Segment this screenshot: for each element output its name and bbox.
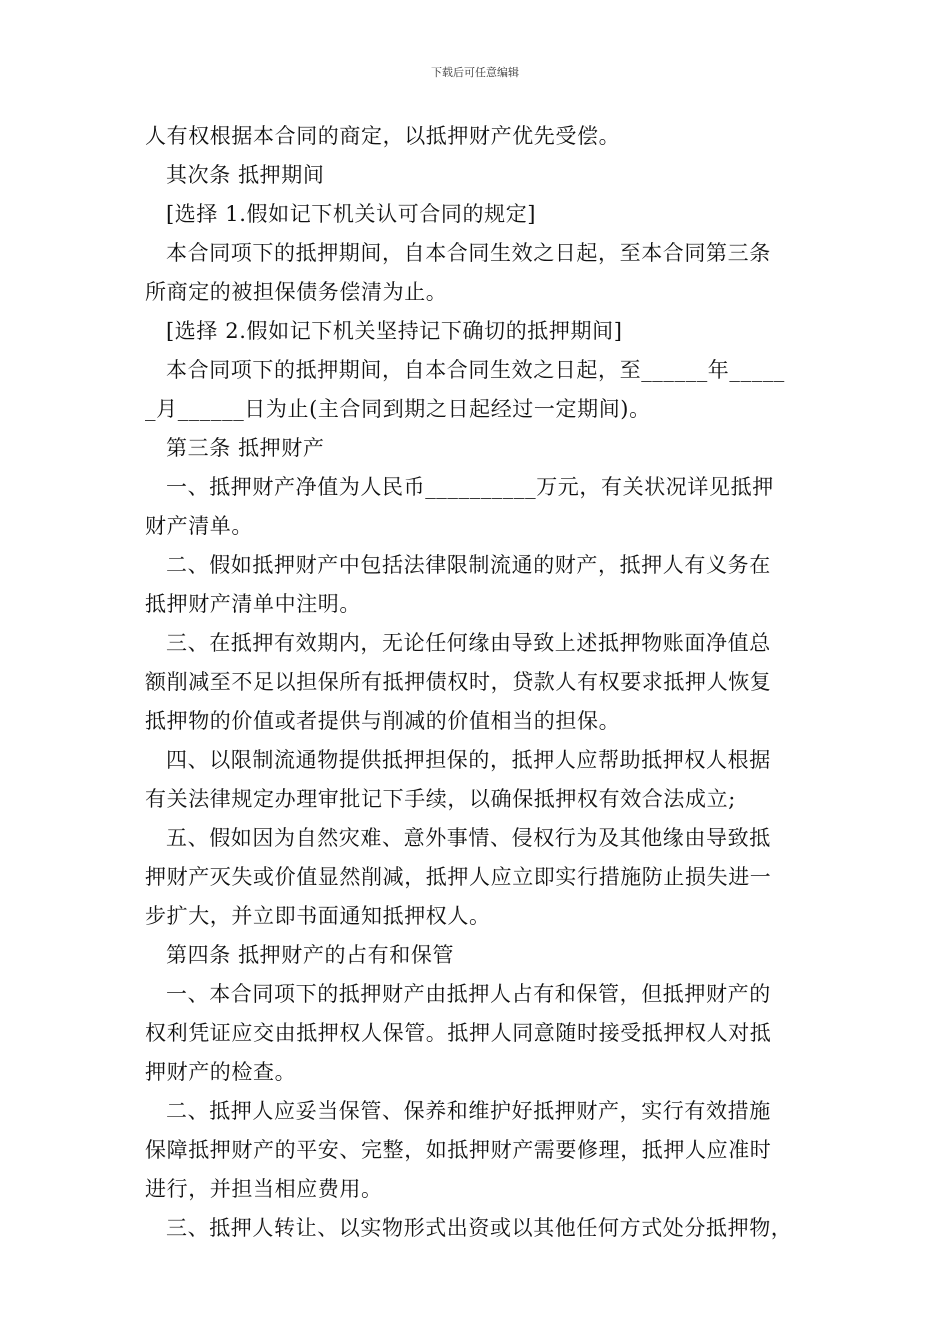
text-line: 抵押财产清单中注明。 — [145, 592, 361, 616]
text-line: 有关法律规定办理审批记下手续，以确保抵押权有效合法成立; — [145, 787, 736, 811]
document-body — [145, 117, 817, 1248]
text-line: 第四条 抵押财产的占有和保管 — [166, 943, 455, 967]
text-line: [选择 2.假如记下机关坚持记下确切的抵押期间] — [166, 319, 623, 343]
text-line: 第三条 抵押财产 — [166, 436, 325, 460]
text-line: 一、本合同项下的抵押财产由抵押人占有和保管，但抵押财产的 — [166, 982, 771, 1006]
text-line: 保障抵押财产的平安、完整，如抵押财产需要修理，抵押人应准时 — [145, 1138, 772, 1162]
text-line: 财产清单。 — [145, 514, 253, 538]
text-line: 步扩大，并立即书面通知抵押权人。 — [145, 904, 491, 928]
text-line: 抵押物的价值或者提供与削减的价值相当的担保。 — [145, 709, 621, 733]
text-line: 其次条 抵押期间 — [166, 163, 325, 187]
text-line: 二、假如抵押财产中包括法律限制流通的财产，抵押人有义务在 — [166, 553, 771, 577]
text-line: 二、抵押人应妥当保管、保养和维护好抵押财产，实行有效措施 — [166, 1099, 771, 1123]
text-line: 一、抵押财产净值为人民币__________万元，有关状况详见抵押 — [166, 475, 774, 499]
text-line: 四、以限制流通物提供抵押担保的，抵押人应帮助抵押权人根据 — [166, 748, 771, 772]
text-line: 三、在抵押有效期内，无论任何缘由导致上述抵押物账面净值总 — [166, 631, 771, 655]
text-line: 押财产灭失或价值显然削减，抵押人应立即实行措施防止损失进一 — [145, 865, 772, 889]
text-line: 本合同项下的抵押期间，自本合同生效之日起，至本合同第三条 — [166, 241, 771, 265]
text-line: 三、抵押人转让、以实物形式出资或以其他任何方式处分抵押物， — [166, 1216, 793, 1240]
text-line: _月______日为止(主合同到期之日起经过一定期间)。 — [145, 397, 651, 421]
text-line: 进行，并担当相应费用。 — [145, 1177, 383, 1201]
text-line: 押财产的检查。 — [145, 1060, 297, 1084]
text-line: [选择 1.假如记下机关认可合同的规定] — [166, 202, 537, 226]
text-line: 本合同项下的抵押期间，自本合同生效之日起，至______年_____ — [166, 358, 785, 382]
text-line: 额削减至不足以担保所有抵押债权时，贷款人有权要求抵押人恢复 — [145, 670, 772, 694]
text-line: 权利凭证应交由抵押权人保管。抵押人同意随时接受抵押权人对抵 — [145, 1021, 772, 1045]
text-line: 五、假如因为自然灾难、意外事情、侵权行为及其他缘由导致抵 — [166, 826, 771, 850]
text-line: 所商定的被担保债务偿清为止。 — [145, 280, 448, 304]
page-header: 下载后可任意编辑 — [431, 66, 519, 79]
text-line: 人有权根据本合同的商定，以抵押财产优先受偿。 — [145, 124, 621, 148]
